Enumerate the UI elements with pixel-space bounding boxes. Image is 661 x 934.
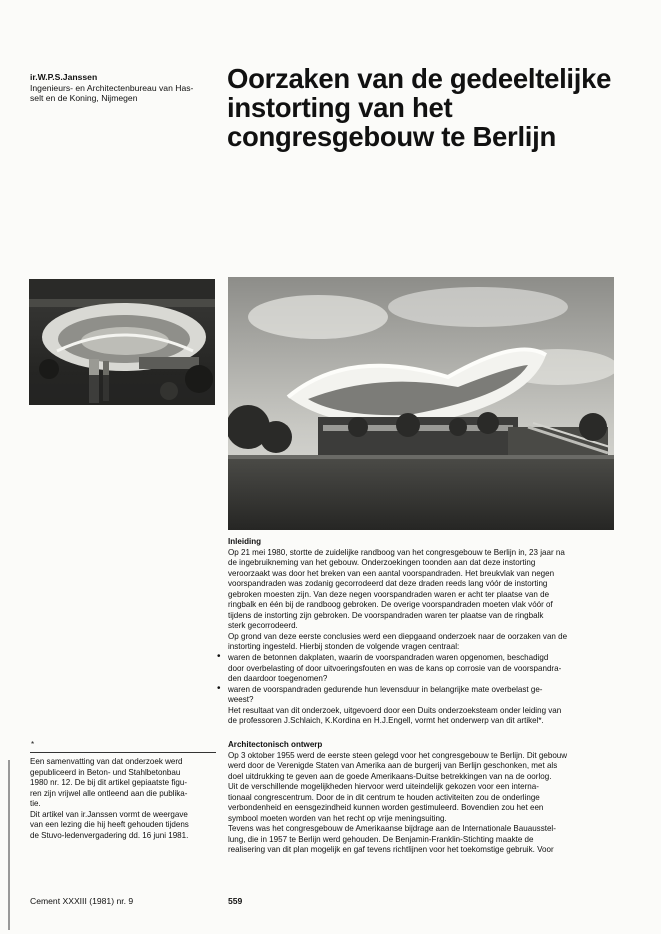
footnote-text xyxy=(30,757,217,841)
paragraph-line: voorspandraden was zodanig gecorrodeerd dat deze draden reeds lang vóór de instorting xyxy=(228,579,548,589)
building-photo xyxy=(228,277,614,530)
title-line-2: instorting van het xyxy=(227,92,453,123)
paragraph-line: lung, die in 1957 te Berlijn werd gehouden. De Benjamin-Franklin-Stichting maakte de xyxy=(228,834,534,844)
author-block xyxy=(30,72,220,104)
paragraph-line: realisering van dit plan mogelijk en gaf tevens richtlijnen voor het toekomstige gebruik. Voor xyxy=(228,845,554,855)
paragraph-line: Op 3 oktober 1955 werd de eerste steen gelegd voor het congresgebouw te Berlijn. Dit gebouw xyxy=(228,750,568,760)
journal-reference: Cement XXXIII (1981) nr. 9 xyxy=(30,896,134,906)
section-inleiding xyxy=(228,537,616,727)
paragraph-line: instorting ingesteld. Hierbij stonden de volgende vragen centraal: xyxy=(228,642,460,652)
paragraph-line: Op 21 mei 1980, stortte de zuidelijke randboog van het congresgebouw te Berlijn in, 23 jaar na xyxy=(228,547,565,557)
bullet-line: • waren de voorspandraden gedurende hun levensduur in belangrijke mate overbelast ge- xyxy=(228,684,543,694)
bullet-item xyxy=(228,685,616,706)
paragraph-line: sterk gecorrodeerd. xyxy=(228,621,298,631)
footnote-line: tie. xyxy=(30,799,41,809)
paragraph-line: gebroken moesten zijn. Van deze negen voorspandraden waren er acht ter plaatse van de xyxy=(228,589,550,599)
footnote-line: gepubliceerd in Beton- und Stahlbetonbau xyxy=(30,767,181,777)
page-number: 559 xyxy=(228,896,243,906)
section-ontwerp xyxy=(228,740,616,856)
bullet-line: • waren de betonnen dakplaten, waarin de voorspandraden waren opgenomen, beschadigd xyxy=(228,653,549,663)
bullet-line: den daardoor toegenomen? xyxy=(228,674,328,684)
paragraph-line: tijdens de instorting zijn gebroken. De voorspandraden waren ter plaatse van de ringbalk xyxy=(228,610,544,620)
footnote-line: Een samenvatting van dat onderzoek werd xyxy=(30,757,183,766)
title-line-1: Oorzaken van de gedeeltelijke xyxy=(227,63,612,94)
author-name: ir.W.P.S.Janssen xyxy=(30,72,98,82)
footnote-line: van een lezing die hij heeft gehouden tijdens xyxy=(30,820,189,830)
heading-inleiding: Inleiding xyxy=(228,537,262,546)
aerial-photo xyxy=(29,279,215,405)
paragraph-line: symbool moeten worden van het recht op vrije meningsuiting. xyxy=(228,813,447,823)
paragraph-line: Uit de verschillende mogelijkheden hiervoor werd uiteindelijk gekozen voor een interna- xyxy=(228,782,539,792)
paragraph-line: ringbalk en één bij de randboog gebroken. De overige voorspandraden moeten vlak vóór of xyxy=(228,600,553,610)
footnote-star: * xyxy=(31,740,35,749)
paragraph-line: werd door de Verenigde Staten van Amerika aan de burgerij van Berlijn geschonken, met als xyxy=(228,761,558,771)
bullet-item xyxy=(228,653,616,685)
footnote-divider xyxy=(30,752,216,753)
paragraph-line: doel uitdrukking te geven aan de goede Amerikaans-Duitse betrekkingen van na de oorlog. xyxy=(228,771,552,781)
title-line-3: congresgebouw te Berlijn xyxy=(227,121,556,152)
heading-ontwerp: Architectonisch ontwerp xyxy=(228,740,323,749)
author-affiliation-2: selt en de Koning, Nijmegen xyxy=(30,93,138,103)
bullet-line: weest? xyxy=(228,695,254,705)
paragraph-line: de professoren J.Schlaich, K.Kordina en H.J.Engell, vormt het onderwerp van dit artikel*. xyxy=(228,716,544,726)
article-title xyxy=(227,64,637,151)
paragraph-line: verbondenheid en eensgezindheid kunnen worden gestimuleerd. Bovendien zou het een xyxy=(228,803,544,813)
paragraph-line: Tevens was het congresgebouw de Amerikaanse bijdrage aan de Internationale Bauausstel- xyxy=(228,824,556,834)
bullet-line: door overbelasting of door uitvoeringsfouten en was de kans op corrosie van de voorspandra- xyxy=(228,663,562,673)
paragraph-line: Op grond van deze eerste conclusies werd een diepgaand onderzoek naar de oorzaken van de xyxy=(228,631,568,641)
author-affiliation-1: Ingenieurs- en Architectenbureau van Has- xyxy=(30,82,194,93)
footnote-line: Dit artikel van ir.Janssen vormt de weergave xyxy=(30,809,188,819)
page-edge-shadow xyxy=(8,760,10,930)
paragraph-line: veroorzaakt was door het breken van een aantal voorspandraden. Het breukvlak van negen xyxy=(228,568,555,578)
footnote-line: de Stuvo-ledenvergadering dd. 16 juni 1981. xyxy=(30,830,189,840)
paragraph-line: Het resultaat van dit onderzoek, uitgevoerd door een Duits onderzoeksteam onder leiding van xyxy=(228,705,562,715)
footnote-line: 1980 nr. 12. De bij dit artikel gepiaatste figu- xyxy=(30,778,188,788)
paragraph-line: tionaal congrescentrum. Door de in dit centrum te houden activiteiten zou de onderlinge xyxy=(228,792,540,802)
footnote-line: ren zijn vrijwel alle ontleend aan die publika- xyxy=(30,788,188,798)
paragraph-line: de ingebruikneming van het gebouw. Onderzoekingen toonden aan dat deze instorting xyxy=(228,558,536,568)
